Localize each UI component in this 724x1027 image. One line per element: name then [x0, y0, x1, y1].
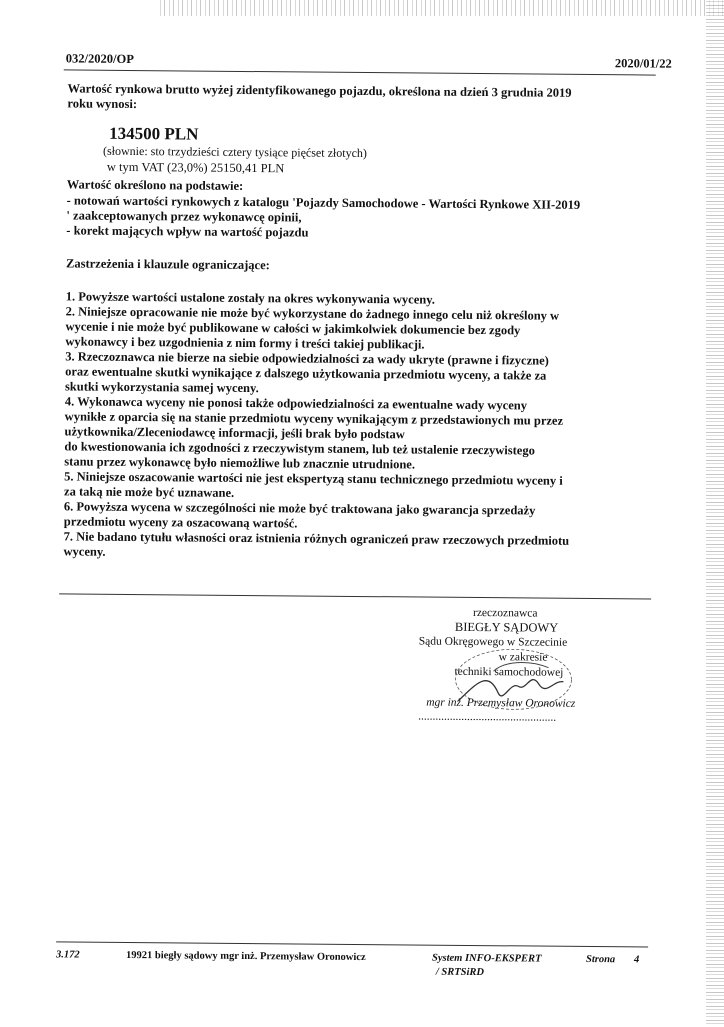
clause-line: 5. Niniejsze oszacowanie wartości nie jest ekspertyzą stanu technicznego przedmiotu wyceny i — [64, 469, 563, 488]
footer-expert: 19921 biegły sądowy mgr inż. Przemysław Oronowicz — [125, 949, 366, 964]
clause-line: do kwestionowania ich zgodności z rzeczywistym stanem, lub też ustalenie rzeczywistego — [64, 439, 535, 458]
document-reference: 032/2020/OP — [65, 51, 134, 67]
valuation-vat: w tym VAT (23,0%) 25150,41 PLN — [106, 159, 285, 176]
stamp-specialty: techniki samochodowej — [454, 665, 564, 679]
clause-line: 6. Powyższa wycena w szczególności nie może być traktowana jako gwarancja sprzedaży — [63, 499, 536, 518]
footer-system: System INFO-EKSPERT — [431, 952, 542, 965]
header-divider — [64, 69, 656, 75]
clause-line: wycenie i nie może być publikowane w całości w jakimkolwiek dokumencie bez zgody — [65, 319, 521, 338]
footer-page-number: 4 — [633, 954, 640, 966]
stamp-title: BIEGŁY SĄDOWY — [454, 619, 559, 635]
clauses-heading: Zastrzeżenia i klauzule ograniczające: — [65, 256, 270, 273]
footer-page-label: Strona — [585, 953, 616, 966]
basis-line: - korekt mających wpływ na wartość pojazdu — [66, 223, 309, 240]
valuation-intro-line1: Wartość rynkowa brutto wyżej zidentyfikowanego pojazdu, określona na dzień 3 grudnia 2019 — [67, 81, 572, 100]
signature-dots: ................................................ — [418, 710, 557, 724]
signature-divider — [59, 593, 651, 599]
clause-line: przedmiotu wyceny za oszacowaną wartość. — [63, 514, 298, 531]
document-date: 2020/01/22 — [614, 56, 672, 71]
clause-line: stanu przez wykonawcę było niemożliwe lub znacznie utrudnione. — [64, 454, 416, 472]
footer-divider — [56, 941, 648, 947]
basis-line: ' zaakceptowanych przez wykonawcę opinii, — [66, 208, 302, 225]
clause-line: za taką nie może być uznawane. — [64, 484, 235, 500]
expert-name: mgr inż. Przemysław Oronowicz — [426, 696, 576, 710]
clause-line: wyceny. — [63, 544, 106, 559]
clause-line: skutki wykorzystania samej wyceny. — [64, 379, 259, 396]
clause-line: 3. Rzeczoznawca nie bierze na siebie odpowiedzialności za wady ukryte (prawne i fizyczne) — [65, 349, 549, 368]
valuation-intro-line2: roku wynosi: — [67, 96, 138, 112]
valuation-amount: 134500 PLN — [109, 123, 199, 144]
signature-role: rzeczoznawca — [472, 606, 538, 620]
basis-line: - notowań wartości rynkowych z katalogu 'Pojazdy Samochodowe - Wartości Rynkowe XII-2019 — [66, 193, 581, 212]
footer-code: 3.172 — [55, 949, 80, 961]
valuation-amount-words: (słownie: sto trzydzieści cztery tysiące pięćset złotych) — [102, 143, 367, 161]
footer-system-sub: / SRTSiRD — [435, 966, 485, 979]
clause-line: użytkownika/Zleceniodawcę informacji, jeśli brak było podstaw — [64, 424, 405, 442]
stamp-court: Sądu Okręgowego w Szczecinie — [418, 635, 568, 649]
clause-line: oraz ewentualne skutki wynikające z dalszego użytkowania przedmiotu wyceny, a także za — [65, 364, 547, 383]
clause-line: wynikłe z oparcia się na stanie przedmiotu wyceny wynikającym z przedstawionych mu przez — [64, 409, 564, 428]
stamp-scope: w zakresie — [498, 651, 548, 664]
basis-heading: Wartość określono na podstawie: — [66, 177, 244, 193]
clause-line: 4. Wykonawca wyceny nie ponosi także odpowiedzialności za ewentualne wady wyceny — [64, 394, 528, 413]
clause-line: 7. Nie badano tytułu własności oraz istnienia różnych ograniczeń praw rzeczowych przedmiotu — [63, 529, 570, 548]
clause-line: 2. Niniejsze opracowanie nie może być wykorzystane do żadnego innego celu niż określony w — [65, 304, 560, 323]
clause-line: 1. Powyższe wartości ustalone zostały na okres wykonywania wyceny. — [65, 289, 436, 307]
clause-line: wykonawcy i bez uzgodnienia z nim formy i treści takiej publikacji. — [65, 334, 425, 352]
